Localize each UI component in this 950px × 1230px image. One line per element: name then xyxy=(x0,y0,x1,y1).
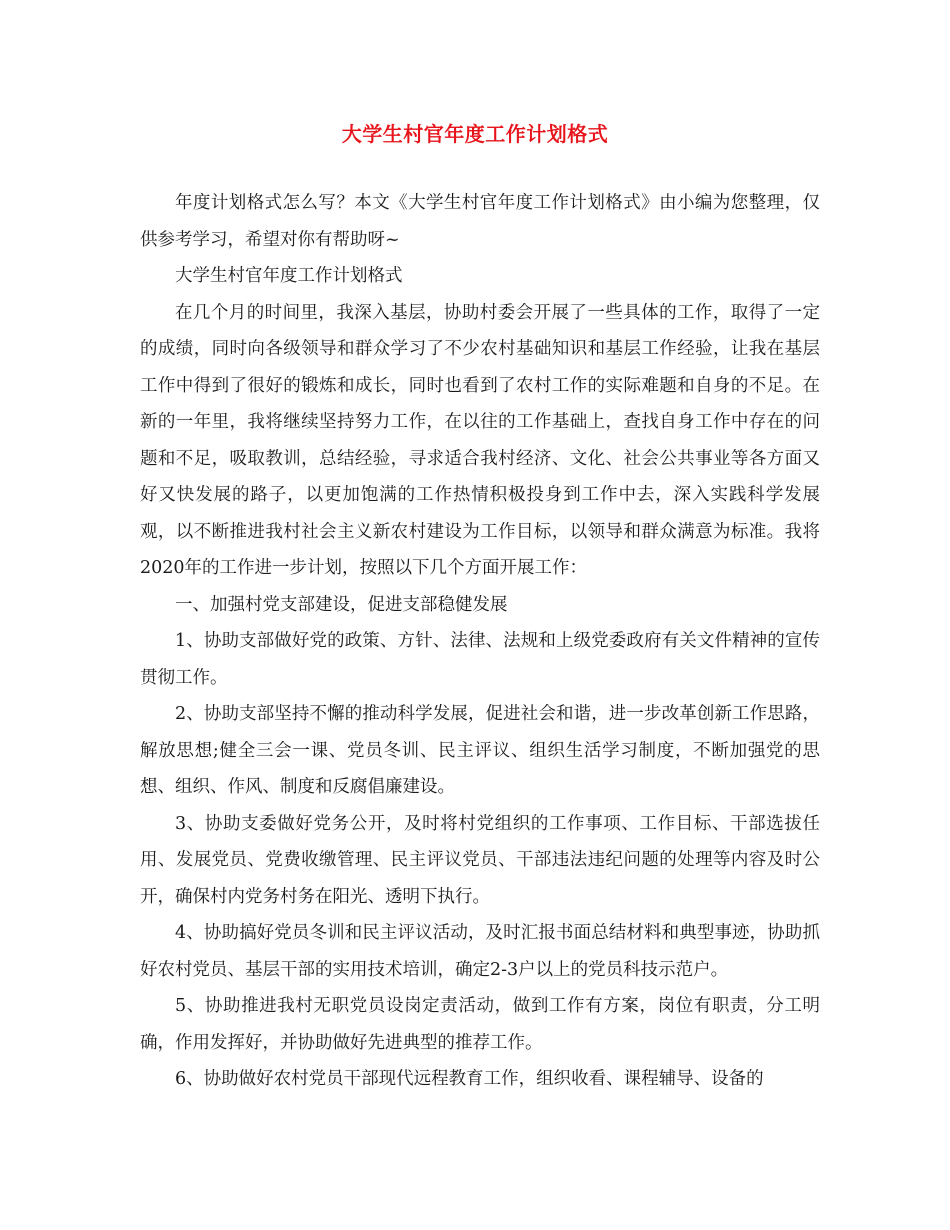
document-body xyxy=(140,185,820,1098)
paragraph-item-2: 2、协助支部坚持不懈的推动科学发展，促进社会和谐，进一步改革创新工作思路，解放思想;健全三会一课、党员冬训、民主评议、组织生活学习制度，不断加强党的思想、组织、作风、制度和反腐倡廉建设。 xyxy=(140,704,820,797)
paragraph-section-heading: 一、加强村党支部建设，促进支部稳健发展 xyxy=(175,594,508,615)
paragraph-item-4: 4、协助搞好党员冬训和民主评议活动，及时汇报书面总结材料和典型事迹，协助抓好农村党员、基层干部的实用技术培训，确定2-3户以上的党员科技示范户。 xyxy=(140,923,820,980)
paragraph-subtitle: 大学生村官年度工作计划格式 xyxy=(175,266,403,286)
paragraph-item-5: 5、协助推进我村无职党员设岗定责活动，做到工作有方案，岗位有职责，分工明确，作用发挥好，并协助做好先进典型的推荐工作。 xyxy=(140,996,820,1053)
paragraph-item-3: 3、协助支委做好党务公开，及时将村党组织的工作事项、工作目标、干部选拔任用、发展党员、党费收缴管理、民主评议党员、干部违法违纪问题的处理等内容及时公开，确保村内党务村务在阳光、透明下执行。 xyxy=(140,813,820,907)
paragraph-overview: 在几个月的时间里，我深入基层，协助村委会开展了一些具体的工作，取得了一定的成绩，同时向各级领导和群众学习了不少农村基础知识和基层工作经验，让我在基层工作中得到了很好的锻炼和成长，同时也看到了农村工作的实际难题和自身的不足。在新的一年里，我将继续坚持努力工作，在以往的工作基础上，查找自身工作中存在的问题和不足，吸取教训，总结经验，寻求适合我村经济、文化、社会公共事业等各方面又好又快发展的路子，以更加饱满的工作热情积极投身到工作中去，深入实践科学发展观，以不断推进我村社会主义新农村建设为工作目标，以领导和群众满意为标准。我将2020年的工作进一步计划，按照以下几个方面开展工作： xyxy=(140,302,820,578)
paragraph-intro: 年度计划格式怎么写？本文《大学生村官年度工作计划格式》由小编为您整理，仅供参考学习，希望对你有帮助呀~ xyxy=(140,193,820,250)
paragraph-item-6: 6、协助做好农村党员干部现代远程教育工作，组织收看、课程辅导、设备的 xyxy=(175,1069,764,1089)
paragraph-item-1: 1、协助支部做好党的政策、方针、法律、法规和上级党委政府有关文件精神的宣传贯彻工作。 xyxy=(140,631,820,688)
document-title: 大学生村官年度工作计划格式 xyxy=(341,122,609,146)
